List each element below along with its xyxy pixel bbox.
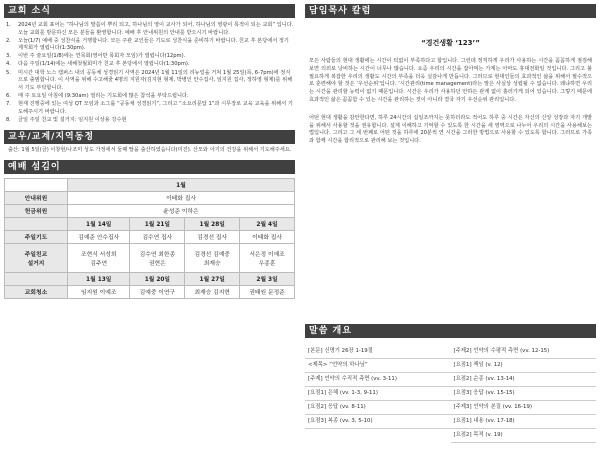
table-row <box>5 272 295 285</box>
right-column <box>305 4 596 438</box>
news-item-text: 이번 주 술요일(1/8)에는 연목회(영어반 목회자 모임)가 열립니다(12pm). <box>18 53 186 60</box>
news-item <box>6 22 295 37</box>
column-paragraph: 모든 사람들의 현대 생활에는 시간이 턱없이 부족하다고 합입니다. 그런데 정직하게 우리가 사용하는 시간을 꼼꼼하게 점검해 보면 의외로 낭비하는 시간이 너무나 많습니다. 요즘 우리의 시간을 잡아먹는 가계는 아마도 휴대전화일 것입니다. 그리고 불필요하게 복잡한 우리의 생활도 시간의 부족을 더욱 실감나게 만듭니다. 그러므로 현대인들의 효과적인 삶을 위해서 필수적으로 훈련해야 할 것은 ‘우선순위’입니다. ‘시간관리(time management)라는 말은 사실상 성립될 수 없습니다. 왜냐하면 우리는 시간을 관리할 능력이 없기 때문입니다. 시간은 우리가 사용하던 안하든 관계 없이 흘러가게 되어 있습니다. 그렇기 때문에 효과적인 삶은 꼼꼼함 수 있는 시간을 관리하는 것이 아니라 결국 자기 우선순위 관리입니다. <box>309 58 592 103</box>
date-header: 1월 28일 <box>185 217 240 230</box>
news-item <box>6 38 295 53</box>
church-news-heading: 교회 소식 <box>4 4 295 18</box>
news-item <box>6 101 295 116</box>
duty-value: 권태원 문정준 <box>240 285 295 298</box>
news-item-text: 미시간 대학 노스 캠퍼스 내의 공동체 성경읽기 사역은 2024년 1월 11일의 리뉴얼을 거쳐 1월 25일(목, 6-7pm)에 정식으로 출범합니다. 이 사역을 위해 수고해줄 4명의 지원자(김지현 형제, 박병인 안수집사, 임지원 집사, 정하영 형제)를 위해서 기도 부탁합니다. <box>18 69 293 91</box>
news-item <box>6 70 295 93</box>
outline-left-column <box>305 345 451 443</box>
news-item-number: 1. <box>6 22 11 28</box>
outline-right-column <box>451 345 597 443</box>
table-row <box>5 243 295 272</box>
date-header: 1월 14일 <box>68 217 130 230</box>
news-item-text: 현재 진행중에 있는 여성 QT 모임과 소그룹 “공동체 성경읽기”, 그리고 “소요리문답 1”과 시무장로 교육 교육을 위해서 기도해주시기 바랍니다. <box>18 100 293 115</box>
duty-value: 조현식 서성희 김주연 <box>68 243 130 272</box>
duty-label: 헌금위원 <box>5 204 68 217</box>
outline-item: [요점1] 은혜 (vv. 1-3, 9-11) <box>305 387 451 401</box>
news-item-number: 3. <box>6 53 11 60</box>
outline-item: [주제] 언약의 수직적 측면 (vv. 3-11) <box>305 373 451 387</box>
news-item <box>6 93 295 101</box>
duty-label: 안내위원 <box>5 191 68 204</box>
duty-value: 서은정 이예조 우종훈 <box>240 243 295 272</box>
table-cell <box>5 178 68 191</box>
news-item-text: 오늘(1/7) 예배 중 성찬식을 거행합니다. 모든 주관 교인들은 기도로 성찬식을 준비하기 바랍니다. 친교 후 본당에서 정기 제직회가 열립니다(1:30pm). <box>18 37 289 52</box>
news-item-number: 5. <box>6 69 11 76</box>
outline-item: [요점3] 응답 (vv. 15-15) <box>451 387 597 401</box>
duty-value: 김수연 집사 <box>130 230 185 243</box>
outline-item: [요점1] 책임 (v. 12) <box>451 359 597 373</box>
sermon-outline-heading: 말씀 개요 <box>305 324 596 338</box>
service-duty-heading: 예배 섬김이 <box>4 160 295 174</box>
table-row <box>5 191 295 204</box>
outline-item: [요점2] 목적 (v. 19) <box>451 429 597 443</box>
duty-label: 주일기도 <box>5 230 68 243</box>
duty-label: 교회청소 <box>5 285 68 298</box>
news-item-number: 8. <box>6 116 11 123</box>
outline-item: [주제3] 언약의 본질 (vv. 16-19) <box>451 401 597 415</box>
date-header: 2월 4일 <box>240 217 295 230</box>
table-cell <box>5 217 68 230</box>
news-item-text: 다음 주일(1/14)에는 새해첫월회미가 친교 후 본당에서 열립니다(1:30pm). <box>18 61 190 68</box>
date-header: 1월 21일 <box>130 217 185 230</box>
duty-value: 임지원 이예조 <box>68 285 130 298</box>
table-row <box>5 230 295 243</box>
outline-item: [요점2] 응답 (vv. 8-11) <box>305 401 451 415</box>
outline-item: [요점1] 내용 (vv. 17-18) <box>451 415 597 429</box>
date-header: 1월 13일 <box>68 272 130 285</box>
month-label: 1월 <box>68 178 295 191</box>
duty-value: 김예준 안수집사 <box>68 230 130 243</box>
outline-item: [요점3] 복종 (vv. 3, 5-10) <box>305 415 451 429</box>
left-column <box>4 4 295 299</box>
duty-value: 최재승 김지현 <box>185 285 240 298</box>
members-news-heading: 교우/교계/지역동정 <box>4 130 295 144</box>
duty-label: 주일친교 설거지 <box>5 243 68 272</box>
news-item-number: 2. <box>6 37 11 44</box>
duty-value: 김경선 집사 <box>185 230 240 243</box>
table-row <box>5 204 295 217</box>
duty-value: 이태화 집사 <box>68 191 295 204</box>
sermon-outline <box>305 345 596 443</box>
duty-value: 김수연 최한종 권현은 <box>130 243 185 272</box>
duty-value: 김예중 이연구 <box>130 285 185 298</box>
column-paragraph: 어떤 현대 생활을 감안한다면, 하루 24시간의 십일조까지는 못하더라도 적어도 하루 중 시간은 자신의 신앙 성장과 자기 개발을 위해서 사용할 것을 권유합니다. 설계 이해하고 기억할 수 있도록 한 시간을 세 영역으로 나누어 우리의 시간을 사용해보는 법입니다. 그리고 그 세 번째로 어떤 것을 하루에 20분씩 연 시간을 그러한 방법으로 사용할 수 있도록 합니다. 그러므로 가족과 함께 시간을 합리적으로 관리해 보는 것입니다. <box>309 114 592 145</box>
church-news-list <box>4 22 295 124</box>
outline-item: [요점2] 순종 (vv. 13-14) <box>451 373 597 387</box>
outline-item: [본문] 신명기 26장 1-19절 <box>305 345 451 359</box>
table-row <box>5 285 295 298</box>
members-news-text: 출산: 1월 5일(금) 이창현/나조미 성도 가정에서 둘째 딸을 출산하였습니다(미진). 산모와 아기의 건강을 위해서 기도해주세요. <box>8 147 292 154</box>
duty-value: 이태화 집사 <box>240 230 295 243</box>
service-duty-table <box>4 178 295 299</box>
date-header: 1월 20일 <box>130 272 185 285</box>
news-item-number: 7. <box>6 100 11 107</box>
table-row <box>5 178 295 191</box>
outline-item: <제목> “언약의 하나님” <box>305 359 451 373</box>
outline-item: [주제2] 언약의 수평적 측면 (vv. 12-15) <box>451 345 597 359</box>
news-item <box>6 53 295 61</box>
news-item-number: 4. <box>6 61 11 68</box>
duty-value: 김경선 김예중 최재승 <box>185 243 240 272</box>
table-row <box>5 217 295 230</box>
news-item <box>6 117 295 125</box>
duty-value: 윤성준 이하은 <box>68 204 295 217</box>
news-item-number: 6. <box>6 92 11 99</box>
date-header: 1월 27일 <box>185 272 240 285</box>
column-heading: 담임목사 칼럼 <box>305 4 596 18</box>
news-item-text: 금일 주일 친교 및 설거지: 임지원 이상용 강수현 <box>18 116 127 123</box>
date-header: 2월 3일 <box>240 272 295 285</box>
column-title: “경건생활 ‘123’” <box>421 39 480 47</box>
news-item <box>6 61 295 69</box>
news-item-text: 매 주 토요일 아침에 (9:30am) 열리는 기도회에 많은 참석을 부탁드립니다. <box>18 92 189 99</box>
news-item-text: 2024년 교회 표어는 “하나님의 말씀이 뿌리 되고, 하나님의 영이 교사가 되어, 하나님의 영광이 목적이 되는 교회” 입니다. 오늘 교회를 방문하신 모든 분들을 환영합니다. 예배 후 안내위원의 안내를 받으시기 바랍니다. <box>18 22 294 36</box>
table-cell <box>5 272 68 285</box>
